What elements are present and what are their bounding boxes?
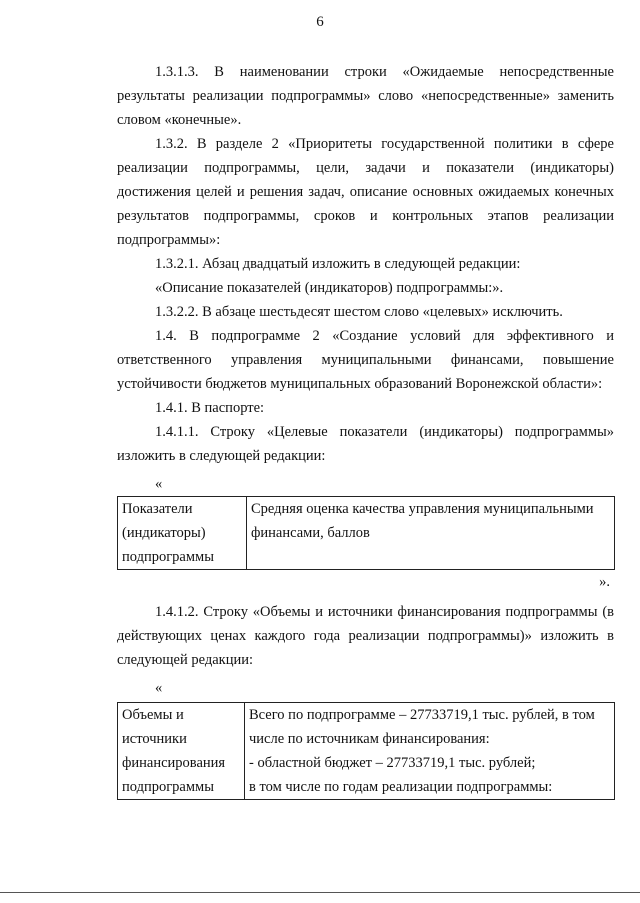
paragraph: 1.4.1. В паспорте: [155, 400, 265, 416]
paragraph: 1.3.2. В разделе 2 «Приоритеты государственной политики в сфере реализации подпрограммы, цели, задачи и показатели (индикаторы) достижения целей и решения задач, описание основных ожидаемых конечных результатов подпрограммы, сроков и контрольных этапов реализации подпрограммы»: [117, 136, 614, 248]
paragraph: 1.3.1.3. В наименовании строки «Ожидаемые непосредственные результаты реализации подпрограммы» слово «непосредственные» заменить словом «конечные». [117, 64, 614, 128]
indicators-table [117, 496, 615, 570]
table-value-cell: Средняя оценка качества управления муниципальными финансами, баллов [247, 497, 615, 570]
paragraph: 1.4.1.2. Строку «Объемы и источники финансирования подпрограммы (в действующих ценах каждого года реализации подпрограммы)» изложить в следующей редакции: [117, 604, 614, 668]
quote-close-mark: ». [599, 574, 610, 590]
paragraph: 1.4.1.1. Строку «Целевые показатели (индикаторы) подпрограммы» изложить в следующей редакции: [117, 424, 614, 464]
quote-open-mark: « [155, 476, 163, 492]
table-row [118, 497, 615, 570]
table-label-cell: Объемы и источники финансирования подпрограммы [118, 703, 245, 800]
table-label-cell: Показатели (индикаторы) подпрограммы [118, 497, 247, 570]
funding-line: Всего по подпрограмме – 27733719,1 тыс. рублей, в том числе по источникам финансирования: [249, 707, 595, 747]
paragraph: «Описание показателей (индикаторов) подпрограммы:». [155, 280, 504, 296]
table-row [118, 703, 615, 800]
paragraph: 1.3.2.1. Абзац двадцатый изложить в следующей редакции: [155, 256, 521, 272]
paragraph: 1.4. В подпрограмме 2 «Создание условий для эффективного и ответственного управления муниципальными финансами, повышение устойчивости бюджетов муниципальных образований Воронежской области»: [117, 328, 614, 392]
table-value-cell [245, 703, 615, 800]
funding-table [117, 702, 615, 800]
document-body [117, 60, 614, 800]
funding-line: - областной бюджет – 27733719,1 тыс. рублей; [249, 755, 536, 771]
funding-line: в том числе по годам реализации подпрограммы: [249, 779, 553, 795]
page-bottom-rule [0, 892, 640, 893]
quote-open-mark: « [155, 680, 163, 696]
page-number: 6 [316, 14, 324, 30]
paragraph: 1.3.2.2. В абзаце шестьдесят шестом слово «целевых» исключить. [155, 304, 563, 320]
